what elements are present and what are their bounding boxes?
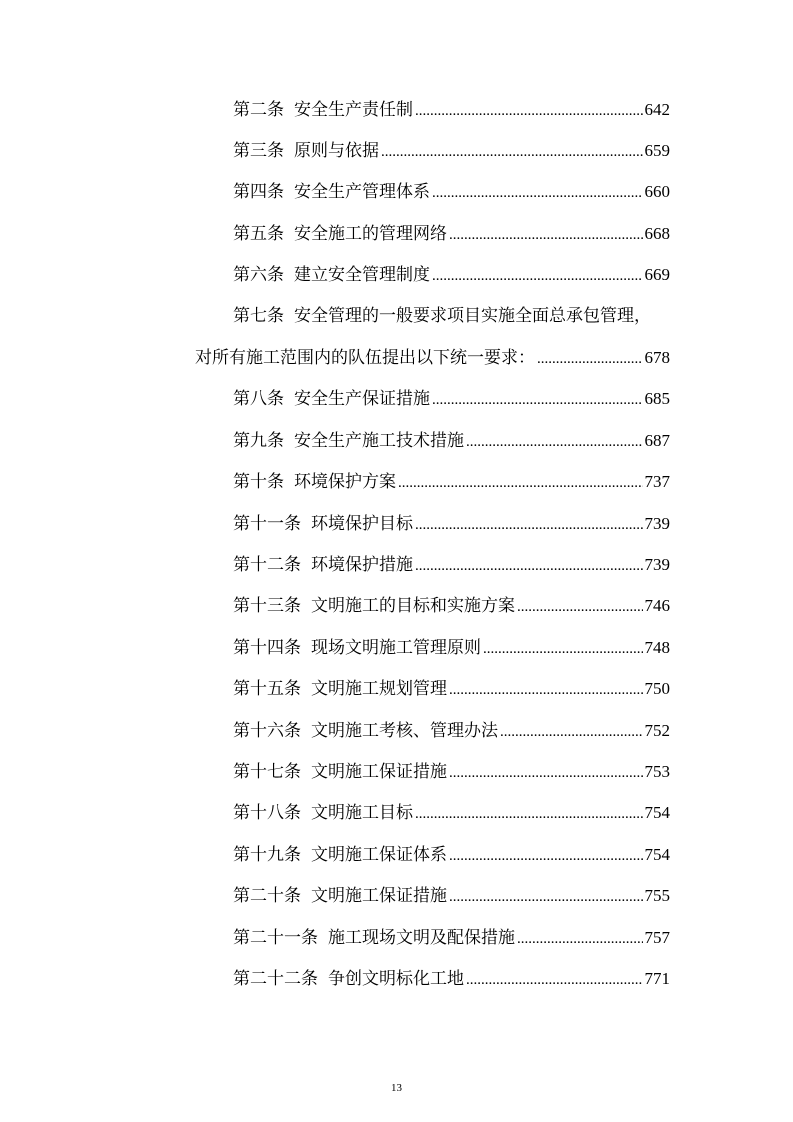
toc-title: 原则与依据 bbox=[294, 141, 379, 162]
toc-entry-long-line1[interactable] bbox=[0, 296, 793, 337]
toc-page-number: 685 bbox=[644, 389, 670, 409]
toc-article-number: 第十七条 bbox=[233, 761, 301, 782]
toc-entry[interactable] bbox=[0, 420, 793, 461]
toc-title: 文明施工保证体系 bbox=[311, 844, 447, 865]
toc-article-number: 第六条 bbox=[233, 265, 284, 286]
toc-entry[interactable] bbox=[0, 917, 793, 958]
dot-leader bbox=[398, 474, 643, 491]
toc-article-number: 第十六条 bbox=[233, 720, 301, 741]
toc-title: 安全管理的一般要求项目实施全面总承包管理， bbox=[294, 306, 651, 327]
page-number-footer: 13 bbox=[391, 1082, 402, 1094]
dot-leader bbox=[466, 433, 643, 450]
toc-title: 建立安全管理制度 bbox=[294, 265, 430, 286]
dot-leader bbox=[449, 888, 643, 905]
toc-page-number: 660 bbox=[644, 182, 670, 202]
dot-leader bbox=[449, 847, 643, 864]
toc-title: 安全生产保证措施 bbox=[294, 389, 430, 410]
toc-entry[interactable] bbox=[0, 213, 793, 254]
toc-title: 安全生产管理体系 bbox=[294, 182, 430, 203]
toc-article-number: 第十八条 bbox=[233, 803, 301, 824]
toc-title: 文明施工保证措施 bbox=[311, 761, 447, 782]
toc-entry[interactable] bbox=[0, 462, 793, 503]
toc-title: 安全生产责任制 bbox=[294, 99, 413, 120]
toc-entry[interactable] bbox=[0, 379, 793, 420]
toc-page-number: 757 bbox=[644, 927, 670, 947]
toc-page-number: 687 bbox=[644, 430, 670, 450]
toc-article-number: 第四条 bbox=[233, 182, 284, 203]
toc-title: 环境保护目标 bbox=[311, 513, 413, 534]
toc-title: 文明施工保证措施 bbox=[311, 886, 447, 907]
toc-entry[interactable] bbox=[0, 627, 793, 668]
toc-page-number: 739 bbox=[644, 513, 670, 533]
toc-entry[interactable] bbox=[0, 544, 793, 585]
toc-entry[interactable] bbox=[0, 793, 793, 834]
toc-article-number: 第五条 bbox=[233, 223, 284, 244]
dot-leader bbox=[415, 557, 643, 574]
toc-article-number: 第十三条 bbox=[233, 596, 301, 617]
toc-article-number: 第十条 bbox=[233, 472, 284, 493]
dot-leader bbox=[517, 598, 643, 615]
toc-page-number: 668 bbox=[644, 223, 670, 243]
toc-article-number: 第二条 bbox=[233, 99, 284, 120]
toc-article-number: 第十五条 bbox=[233, 679, 301, 700]
toc-title: 文明施工的目标和实施方案 bbox=[311, 596, 515, 617]
toc-entry[interactable] bbox=[0, 958, 793, 999]
dot-leader bbox=[432, 184, 643, 201]
toc-title: 安全生产施工技术措施 bbox=[294, 430, 464, 451]
toc-page-number: 659 bbox=[644, 141, 670, 161]
toc-page-number: 753 bbox=[644, 761, 670, 781]
toc-entry[interactable] bbox=[0, 89, 793, 130]
toc-page-number: 771 bbox=[644, 968, 670, 988]
dot-leader bbox=[415, 516, 643, 533]
toc-page-number: 754 bbox=[644, 844, 670, 864]
dot-leader bbox=[415, 805, 643, 822]
dot-leader bbox=[432, 391, 643, 408]
toc-title: 安全施工的管理网络 bbox=[294, 223, 447, 244]
toc-article-number: 第十二条 bbox=[233, 554, 301, 575]
toc-title: 争创文明标化工地 bbox=[328, 968, 464, 989]
toc-article-number: 第十四条 bbox=[233, 637, 301, 658]
toc-title: 文明施工规划管理 bbox=[311, 679, 447, 700]
toc-entry[interactable] bbox=[0, 668, 793, 709]
dot-leader bbox=[449, 764, 643, 781]
toc-article-number: 第九条 bbox=[233, 430, 284, 451]
toc-article-number: 第十一条 bbox=[233, 513, 301, 534]
toc-page-number: 739 bbox=[644, 554, 670, 574]
toc-page-number: 669 bbox=[644, 265, 670, 285]
toc-page-number: 746 bbox=[644, 596, 670, 616]
toc-title-continuation: 对所有施工范围内的队伍提出以下统一要求： bbox=[195, 348, 535, 369]
toc-entry[interactable] bbox=[0, 172, 793, 213]
toc-page-number: 642 bbox=[644, 99, 670, 119]
toc-title: 文明施工目标 bbox=[311, 803, 413, 824]
toc-entry[interactable] bbox=[0, 834, 793, 875]
toc-title: 文明施工考核、管理办法 bbox=[311, 720, 498, 741]
toc-entry-long-line2[interactable] bbox=[0, 337, 793, 378]
dot-leader bbox=[483, 640, 643, 657]
dot-leader bbox=[517, 930, 643, 947]
toc-article-number: 第七条 bbox=[233, 306, 284, 327]
toc-entry[interactable] bbox=[0, 255, 793, 296]
toc-entry[interactable] bbox=[0, 875, 793, 916]
toc-page-number: 750 bbox=[644, 679, 670, 699]
toc-entry[interactable] bbox=[0, 503, 793, 544]
dot-leader bbox=[449, 226, 643, 243]
toc-page-number: 737 bbox=[644, 472, 670, 492]
toc-entry[interactable] bbox=[0, 710, 793, 751]
toc-entry[interactable] bbox=[0, 751, 793, 792]
toc-title: 环境保护方案 bbox=[294, 472, 396, 493]
toc-title: 现场文明施工管理原则 bbox=[311, 637, 481, 658]
toc-entry[interactable] bbox=[0, 586, 793, 627]
toc-page-number: 755 bbox=[644, 886, 670, 906]
toc-article-number: 第二十条 bbox=[233, 886, 301, 907]
toc-article-number: 第二十二条 bbox=[233, 968, 318, 989]
toc-page-number: 752 bbox=[644, 720, 670, 740]
toc-title: 环境保护措施 bbox=[311, 554, 413, 575]
toc-entry[interactable] bbox=[0, 130, 793, 171]
dot-leader bbox=[449, 681, 643, 698]
dot-leader bbox=[381, 143, 643, 160]
toc-page-number: 748 bbox=[644, 637, 670, 657]
dot-leader bbox=[415, 102, 643, 119]
table-of-contents bbox=[0, 89, 793, 1000]
dot-leader bbox=[500, 723, 643, 740]
toc-article-number: 第三条 bbox=[233, 141, 284, 162]
toc-article-number: 第八条 bbox=[233, 389, 284, 410]
toc-article-number: 第二十一条 bbox=[233, 927, 318, 948]
dot-leader bbox=[432, 267, 643, 284]
toc-page-number: 754 bbox=[644, 803, 670, 823]
dot-leader bbox=[466, 971, 643, 988]
toc-article-number: 第十九条 bbox=[233, 844, 301, 865]
toc-page-number: 678 bbox=[644, 348, 670, 368]
dot-leader bbox=[537, 350, 643, 367]
toc-title: 施工现场文明及配保措施 bbox=[328, 927, 515, 948]
